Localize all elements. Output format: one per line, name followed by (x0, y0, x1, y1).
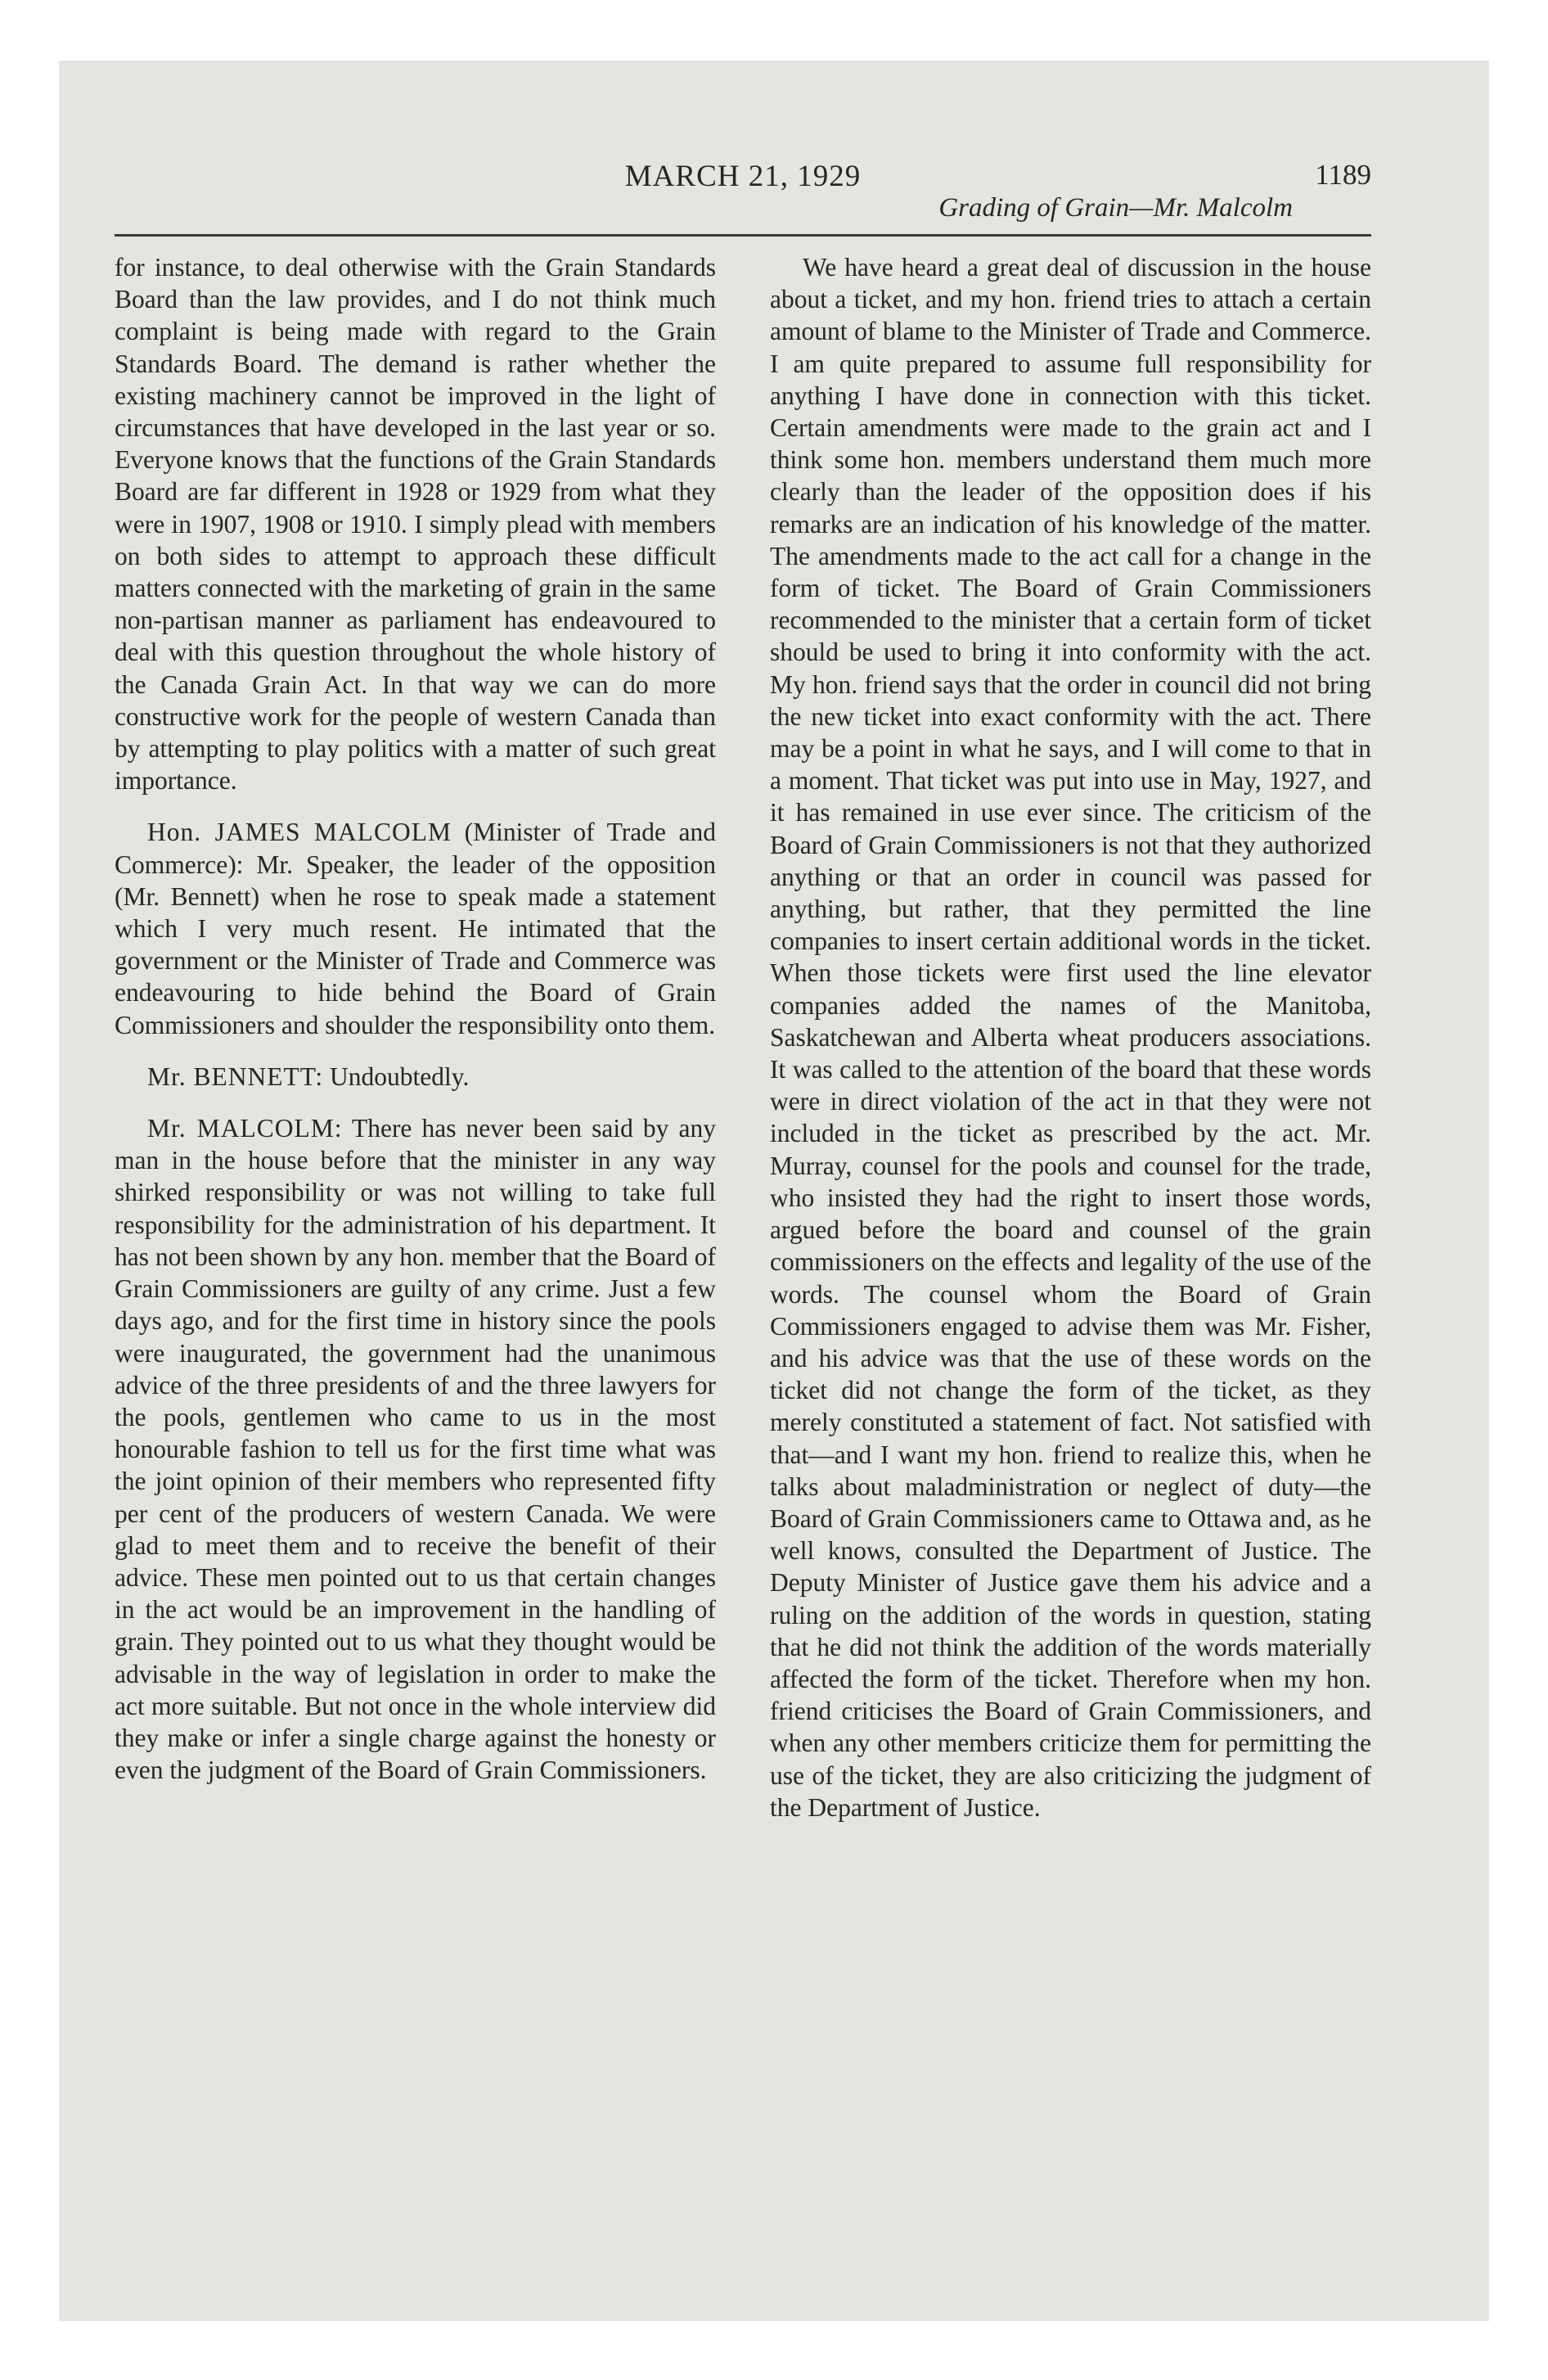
speech-text: Undoubtedly. (323, 1062, 470, 1091)
page-number: 1189 (1315, 159, 1371, 191)
header-date: MARCH 21, 1929 (624, 160, 862, 193)
speech-text: There has never been said by any man in the house before that the minister in any way shirked responsibility or was not willing to take full responsibility for the administration of his department. It has not been shown by any hon. member that the Board of Grain Commissioners are guilty of any crime. Just a few days ago, and for the first time in history since the pools were inaugurated, the government had the unanimous advice of the three presidents of and the three lawyers for the pools, gentlemen who came to us in the most honourable fashion to tell us for the first time what was the joint opinion of their members who represented fifty per cent of the producers of western Canada. We were glad to meet them and to receive the benefit of their advice. These men pointed out to us that certain changes in the act would be an improvement in the handling of grain. They pointed out to us what they thought would be advisable in the way of legislation in order to make the act more suitable. But not once in the whole interview did they make or infer a single charge against the honesty or even the judgment of the Board of Grain Commissioners. (115, 1114, 716, 1785)
paragraph-ticket-discussion: We have heard a great deal of discussion in the house about a ticket, and my hon. friend tries to attach a certain amount of blame to the Minister of Trade and Commerce. I am quite prepared to assume full responsibility for anything I have done in connection with this ticket. Certain amendments were made to the grain act and I think some hon. members understand them much more clearly than the leader of the opposition does if his remarks are an indication of his knowledge of the matter. The amendments made to the act call for a change in the form of ticket. The Board of Grain Commissioners recommended to the minister that a certain form of ticket should be used to bring it into conformity with the act. My hon. friend says that the order in council did not bring the new ticket into exact conformity with the act. There may be a point in what he says, and I will come to that in a moment. That ticket was put into use in May, 1927, and it has remained in use ever since. The criticism of the Board of Grain Commissioners is not that they authorized anything or that an order in council was passed for anything, but rather, that they permitted the line companies to insert certain additional words in the ticket. When those tickets were first used the line elevator companies added the names of the Manitoba, Saskatchewan and Alberta wheat producers associations. It was called to the attention of the board that these words were in direct violation of the act in that they were not included in the ticket as prescribed by the act. Mr. Murray, counsel for the pools and counsel for the trade, who insisted they had the right to insert those words, argued before the board and counsel of the grain commissioners on the effects and legality of the use of the words. The counsel whom the Board of Grain Commissioners engaged to advise them was Mr. Fisher, and his advice was that the use of these words on the ticket did not change the form of the ticket, as they merely constituted a statement of fact. Not satisfied with that—and I want my hon. friend to realize this, when he talks about maladministration or neglect of duty—the Board of Grain Commissioners came to Ottawa and, as he well knows, consulted the Department of Justice. The Deputy Minister of Justice gave them his advice and a ruling on the addition of the words in question, stating that he did not think the addition of the words materially affected the form of the ticket. Therefore when my hon. friend criticises the Board of Grain Commissioners, and when any other members criticize them for permitting the use of the ticket, they are also criticizing the judgment of the Department of Justice. (770, 253, 1371, 1822)
hansard-page (115, 156, 1371, 1843)
speech-text: (Minister of Trade and Commerce): Mr. Speaker, the leader of the opposition (Mr. Bennett) when he rose to speak made a statement which I very much resent. He intimated that the government or the Minister of Trade and Commerce was endeavouring to hide behind the Board of Grain Commissioners and shoulder the responsibility onto them. (115, 818, 716, 1039)
header-running-title: Grading of Grain—Mr. Malcolm (938, 193, 1293, 223)
speaker-name: Hon. JAMES MALCOLM (147, 818, 452, 847)
page-header (115, 156, 1371, 237)
speaker-name: Mr. MALCOLM: (147, 1114, 343, 1143)
text-columns (115, 251, 1371, 1843)
speaker-name: Mr. BENNETT: (147, 1062, 324, 1091)
left-column (115, 251, 716, 1843)
paragraph-malcolm-reply (115, 1112, 716, 1786)
paragraph-continuation: for instance, to deal otherwise with the Grain Standards Board than the law provides, and I do not think much complaint is being made with regard to the Grain Standards Board. The demand is rather whether the existing machinery cannot be improved in the light of circumstances that have developed in the last year or so. Everyone knows that the functions of the Grain Standards Board are far different in 1928 or 1929 from what they were in 1907, 1908 or 1910. I simply plead with members on both sides to attempt to approach these difficult matters connected with the marketing of grain in the same non-partisan manner as parliament has endeavoured to deal with this question throughout the whole history of the Canada Grain Act. In that way we can do more constructive work for the people of western Canada than by attempting to play politics with a matter of such great importance. (115, 253, 716, 796)
paragraph-bennett-interjection (115, 1061, 716, 1093)
right-column (770, 251, 1371, 1843)
paragraph-malcolm-statement (115, 816, 716, 1040)
